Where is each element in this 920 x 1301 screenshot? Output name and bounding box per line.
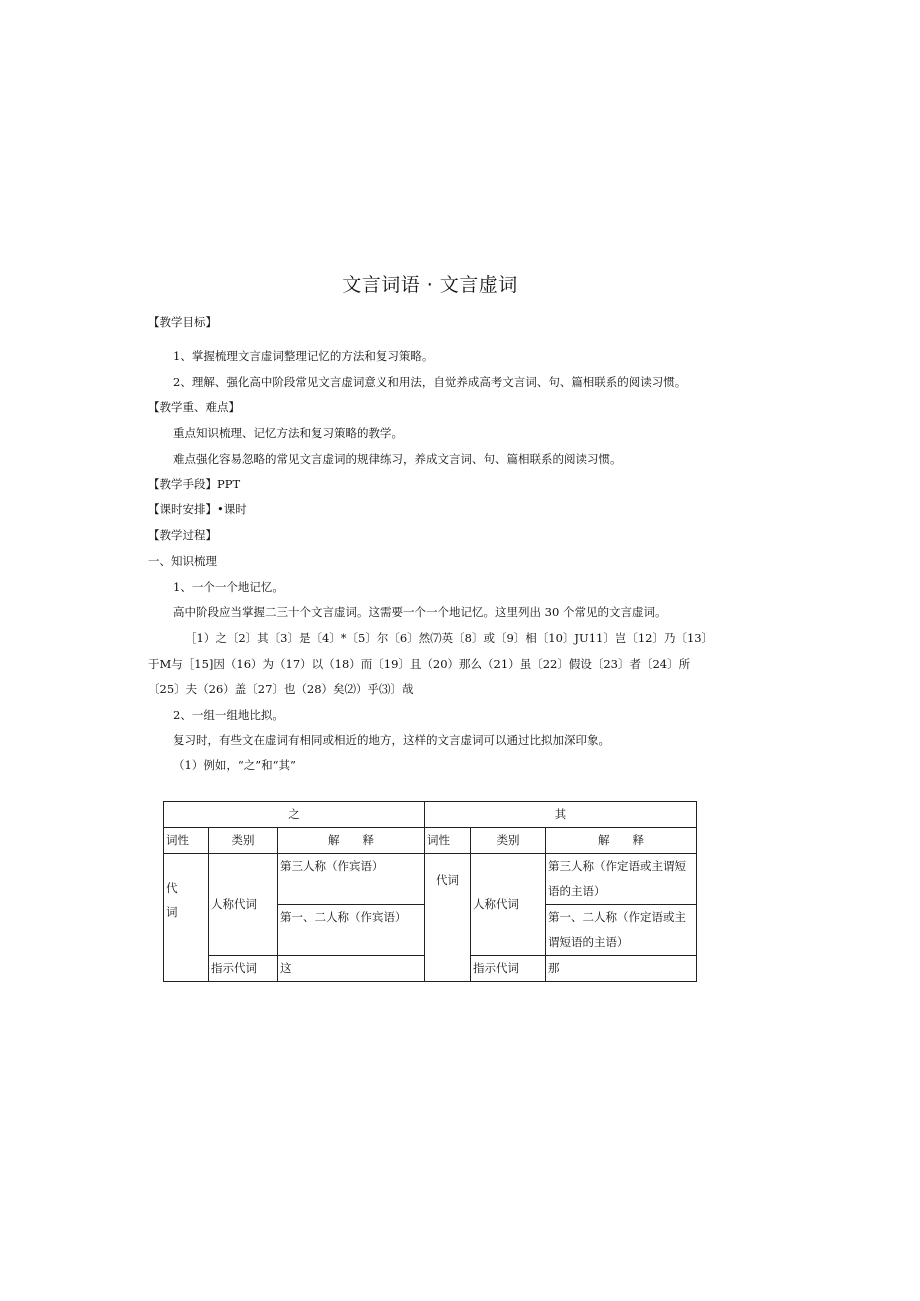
- qi-pos: 代词: [425, 854, 471, 982]
- header-qi: 其: [425, 802, 697, 828]
- word-list-line-2: 于M与［15]因（16）为（17）以（18）而〔19〕且（20）那么（21）虽〔22〕假设〔23〕者〔24〕所: [148, 657, 691, 671]
- focus-item-2: 难点强化容易忽略的常见文言虚词的规律练习，养成文言词、句、篇相联系的阅读习惯。: [173, 452, 622, 466]
- zhi-personal-2: 第一、二人称（作宾语）: [278, 905, 425, 956]
- goal-item-1: 1、掌握梳理文言虚词整理记忆的方法和复习策略。: [173, 349, 434, 363]
- page-title: 文言词语 · 文言虚词: [342, 274, 518, 296]
- qi-col-pos: 词性: [425, 828, 471, 854]
- zhi-personal: 人称代词: [209, 854, 278, 956]
- zhi-personal-1: 第三人称（作宾语）: [278, 854, 425, 905]
- table-row: [164, 854, 697, 905]
- table-header-row: [164, 802, 697, 828]
- word-list-line-3: 〔25〕夫（26）盖〔27〕也（28）矣⑵）乎⑶〕哉: [148, 682, 414, 696]
- process-heading: 【教学过程】: [148, 528, 217, 542]
- focus-heading: 【教学重、难点】: [148, 400, 240, 414]
- zhi-col-type: 类别: [209, 828, 278, 854]
- teaching-means: 【教学手段】PPT: [148, 477, 241, 491]
- step-2-description: 复习时，有些文在虚词有相同或相近的地方，这样的文言虚词可以通过比拟加深印象。: [173, 733, 610, 747]
- qi-personal: 人称代词: [471, 854, 546, 956]
- qi-col-expl: 解 释: [546, 828, 697, 854]
- word-list-line-1: ［1）之〔2〕其〔3〕是〔4〕*〔5〕尔〔6〕然⑺英〔8〕或〔9〕相〔10〕JU11〕岂〔12〕乃〔13〕: [185, 631, 714, 645]
- qi-personal-2: 第一、二人称（作定语或主谓短语的主语）: [546, 905, 697, 956]
- zhi-col-pos: 词性: [164, 828, 209, 854]
- qi-demonstrative-1: 那: [546, 956, 697, 982]
- zhi-col-expl: 解 释: [278, 828, 425, 854]
- qi-personal-1: 第三人称（作定语或主谓短语的主语）: [546, 854, 697, 905]
- zhi-demonstrative-1: 这: [278, 956, 425, 982]
- goal-item-2: 2、理解、强化高中阶段常见文言虚词意义和用法，自觉养成高考文言词、句、篇相联系的阅读习惯。: [173, 375, 687, 389]
- goals-heading: 【教学目标】: [148, 315, 217, 329]
- zhi-pos: 代 词: [164, 854, 209, 982]
- zhi-demonstrative: 指示代词: [209, 956, 278, 982]
- qi-col-type: 类别: [471, 828, 546, 854]
- example-caption: （1）例如，“之”和“其”: [173, 758, 296, 772]
- qi-demonstrative: 指示代词: [471, 956, 546, 982]
- table-column-row: [164, 828, 697, 854]
- step-1: 1、一个一个地记忆。: [173, 580, 284, 594]
- focus-item-1: 重点知识梳理、记忆方法和复习策略的教学。: [173, 426, 403, 440]
- class-schedule: 【课时安排】•课时: [148, 502, 247, 516]
- header-zhi: 之: [164, 802, 425, 828]
- comparison-table: [163, 801, 697, 982]
- step-1-description: 高中阶段应当掌握二三十个文言虚词。这需要一个一个地记忆。这里列出 30 个常见的文言虚词。: [173, 605, 667, 619]
- part-1-heading: 一、知识梳理: [148, 554, 217, 568]
- step-2: 2、一组一组地比拟。: [173, 708, 284, 722]
